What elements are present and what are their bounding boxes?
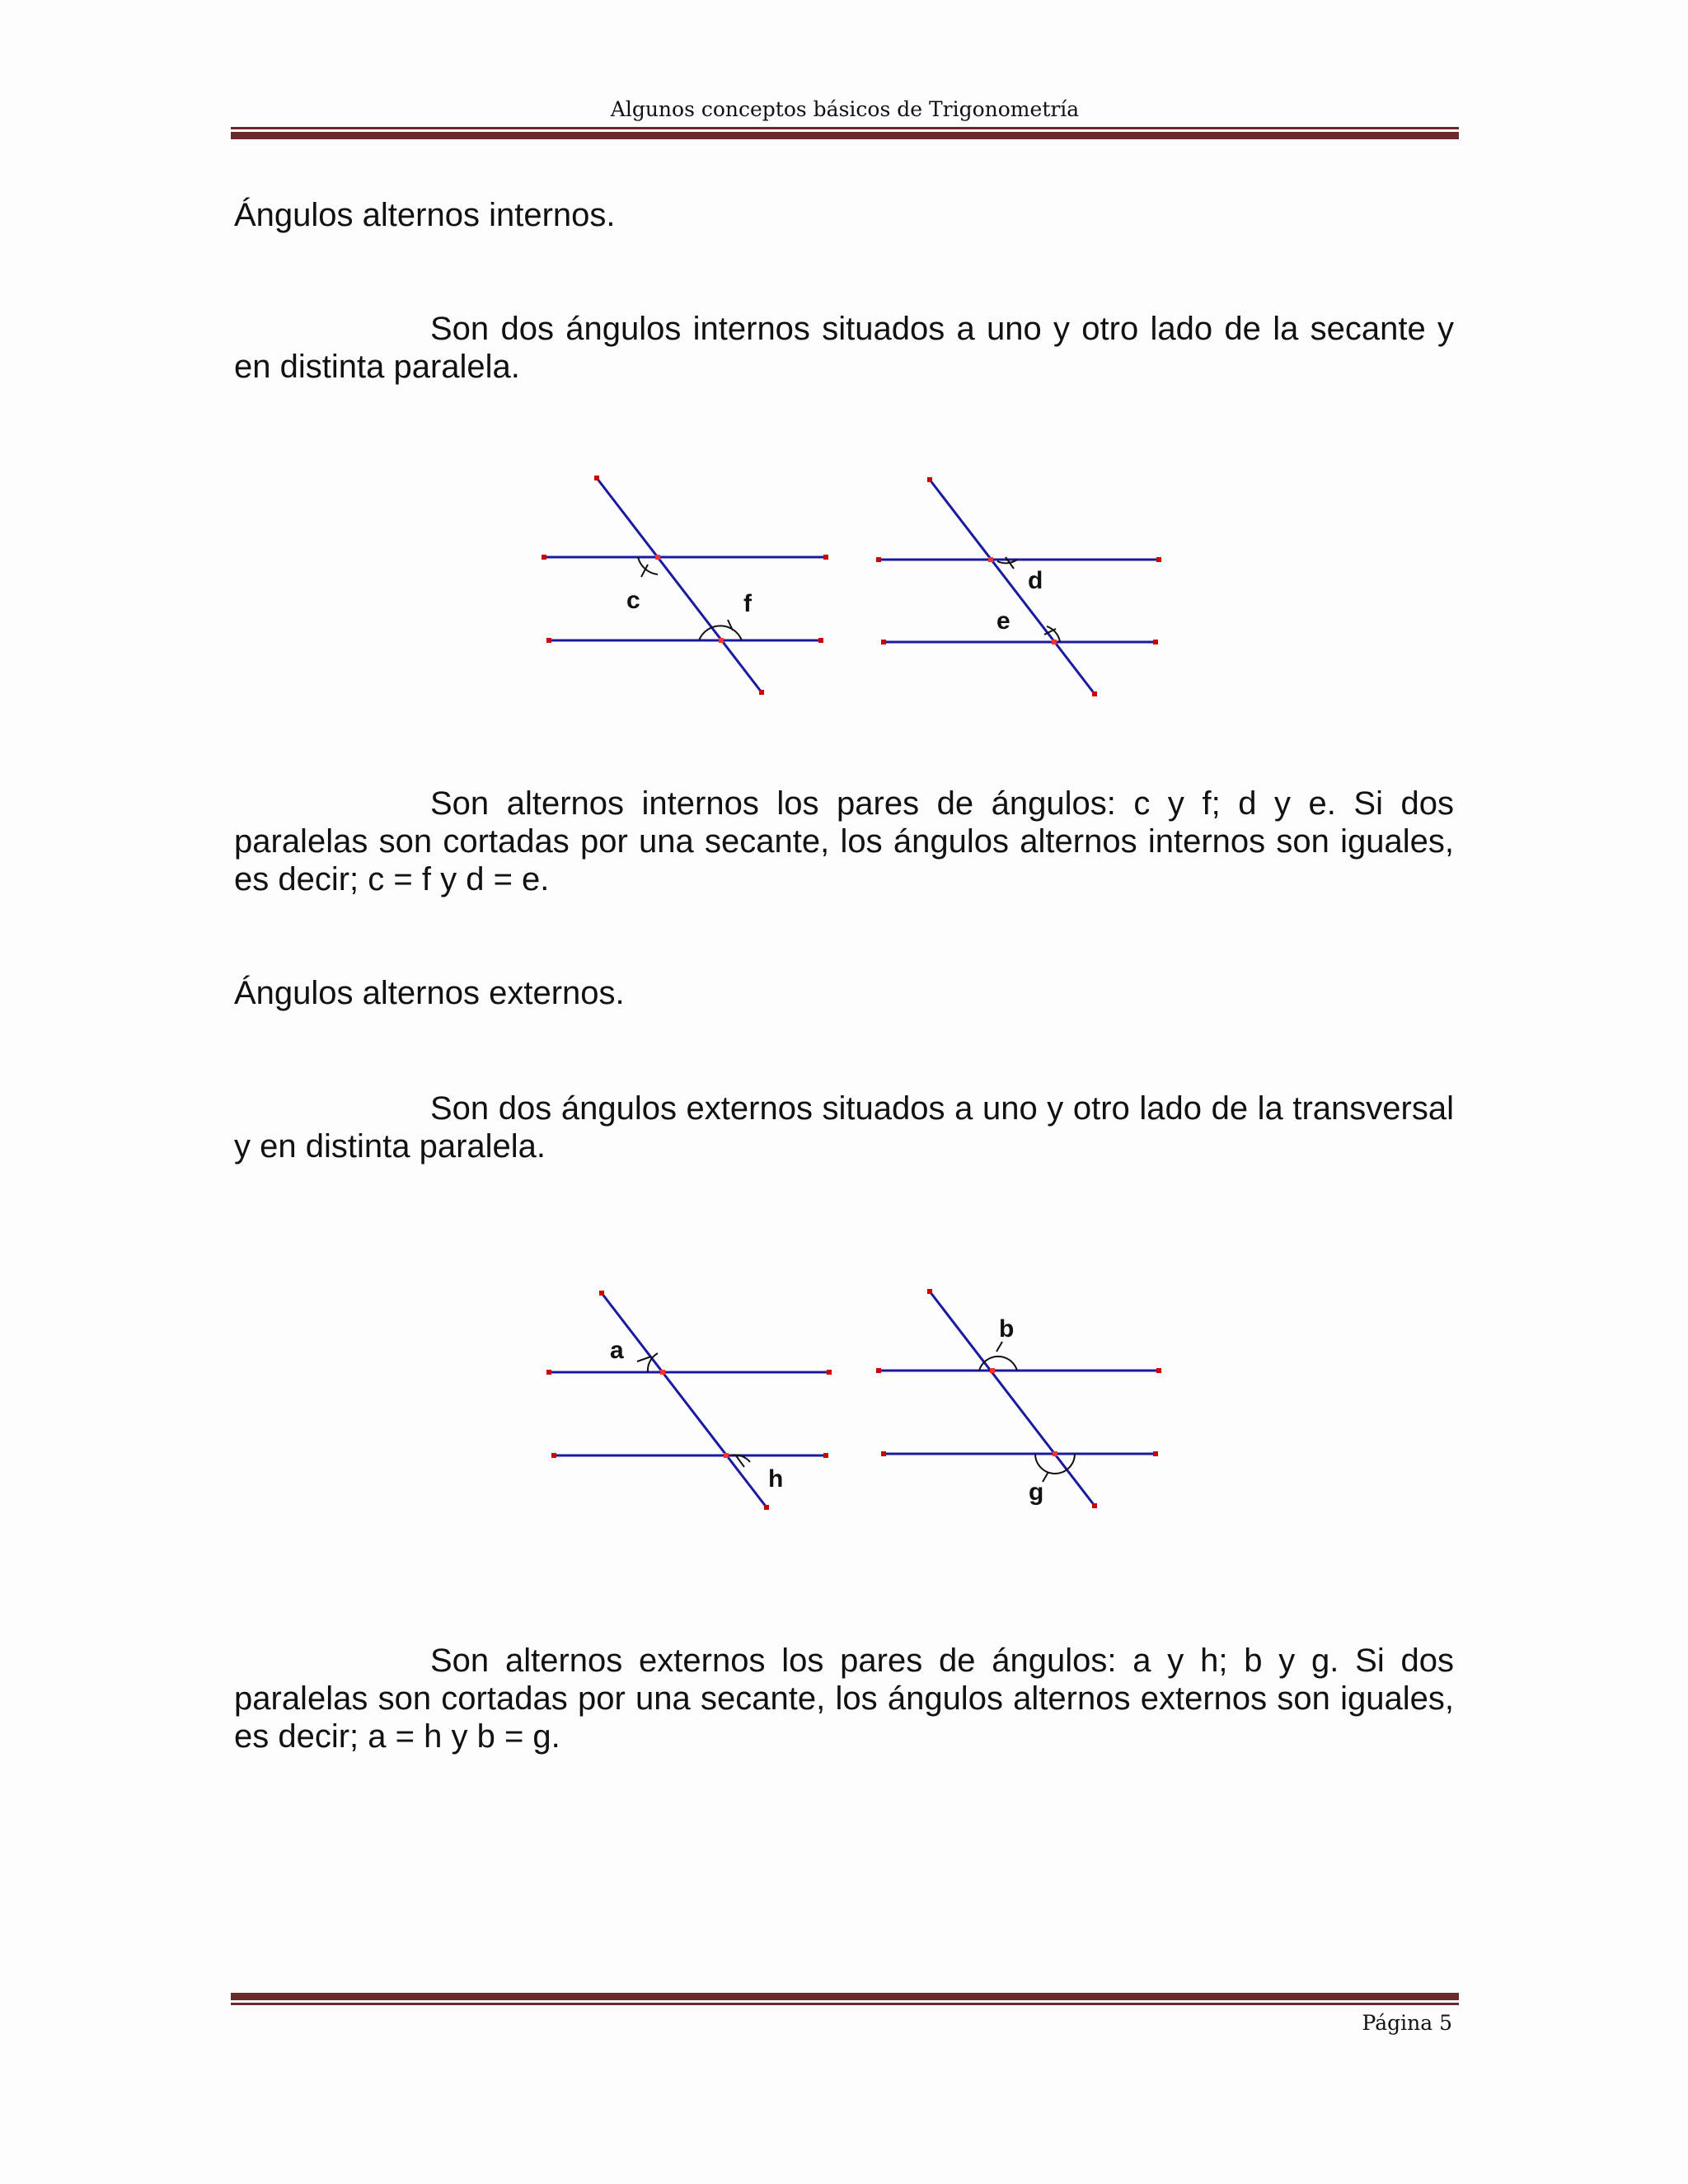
definition-paragraph-externos: [234, 1090, 1454, 1165]
page-number: Página 5: [1362, 2011, 1452, 2035]
definition-text: Son dos ángulos internos situados a uno y otro lado de la secante y en distinta paralela.: [234, 311, 1454, 385]
running-header: Algunos conceptos básicos de Trigonometría: [610, 97, 1080, 121]
angle-label-b: b: [999, 1315, 1015, 1343]
angle-label-h: h: [768, 1465, 784, 1493]
diagram-b-g: [876, 1289, 1161, 1508]
definition-paragraph-internos: [234, 310, 1454, 386]
figure-alternos-externos: [528, 1276, 1170, 1540]
angle-label-e: e: [996, 607, 1010, 635]
section-heading-alternos-internos: Ángulos alternos internos.: [234, 197, 616, 233]
diagram-d-e: [876, 477, 1161, 696]
angle-label-f: f: [743, 590, 752, 617]
explanation-paragraph-externos: [234, 1642, 1454, 1755]
header-rule: [231, 127, 1459, 139]
secant-line: [930, 480, 1095, 694]
secant-line: [597, 478, 762, 692]
explanation-paragraph-internos: [234, 785, 1454, 898]
angle-label-g: g: [1029, 1479, 1044, 1506]
figure-alternos-internos: [528, 462, 1170, 725]
explanation-text: Son alternos externos los pares de ángulos: a y h; b y g. Si dos paralelas son cortadas por una secante, los ángulos alternos externos son iguales, es decir; a = h y b = g.: [234, 1643, 1454, 1755]
footer-rule: [231, 1993, 1459, 2005]
diagram-a-h: [546, 1291, 832, 1510]
angle-label-c: c: [626, 587, 640, 614]
section-heading-alternos-externos: Ángulos alternos externos.: [234, 975, 625, 1011]
secant-line: [602, 1293, 767, 1507]
explanation-text: Son alternos internos los pares de ángulos: c y f; d y e. Si dos paralelas son cortadas por una secante, los ángulos alternos internos son iguales, es decir; c = f y d = e.: [234, 785, 1454, 898]
angle-label-d: d: [1028, 567, 1043, 594]
diagram-c-f: [542, 476, 828, 695]
angle-label-a: a: [610, 1337, 624, 1364]
definition-text: Son dos ángulos externos situados a uno y otro lado de la transversal y en distinta paralela.: [234, 1090, 1454, 1165]
